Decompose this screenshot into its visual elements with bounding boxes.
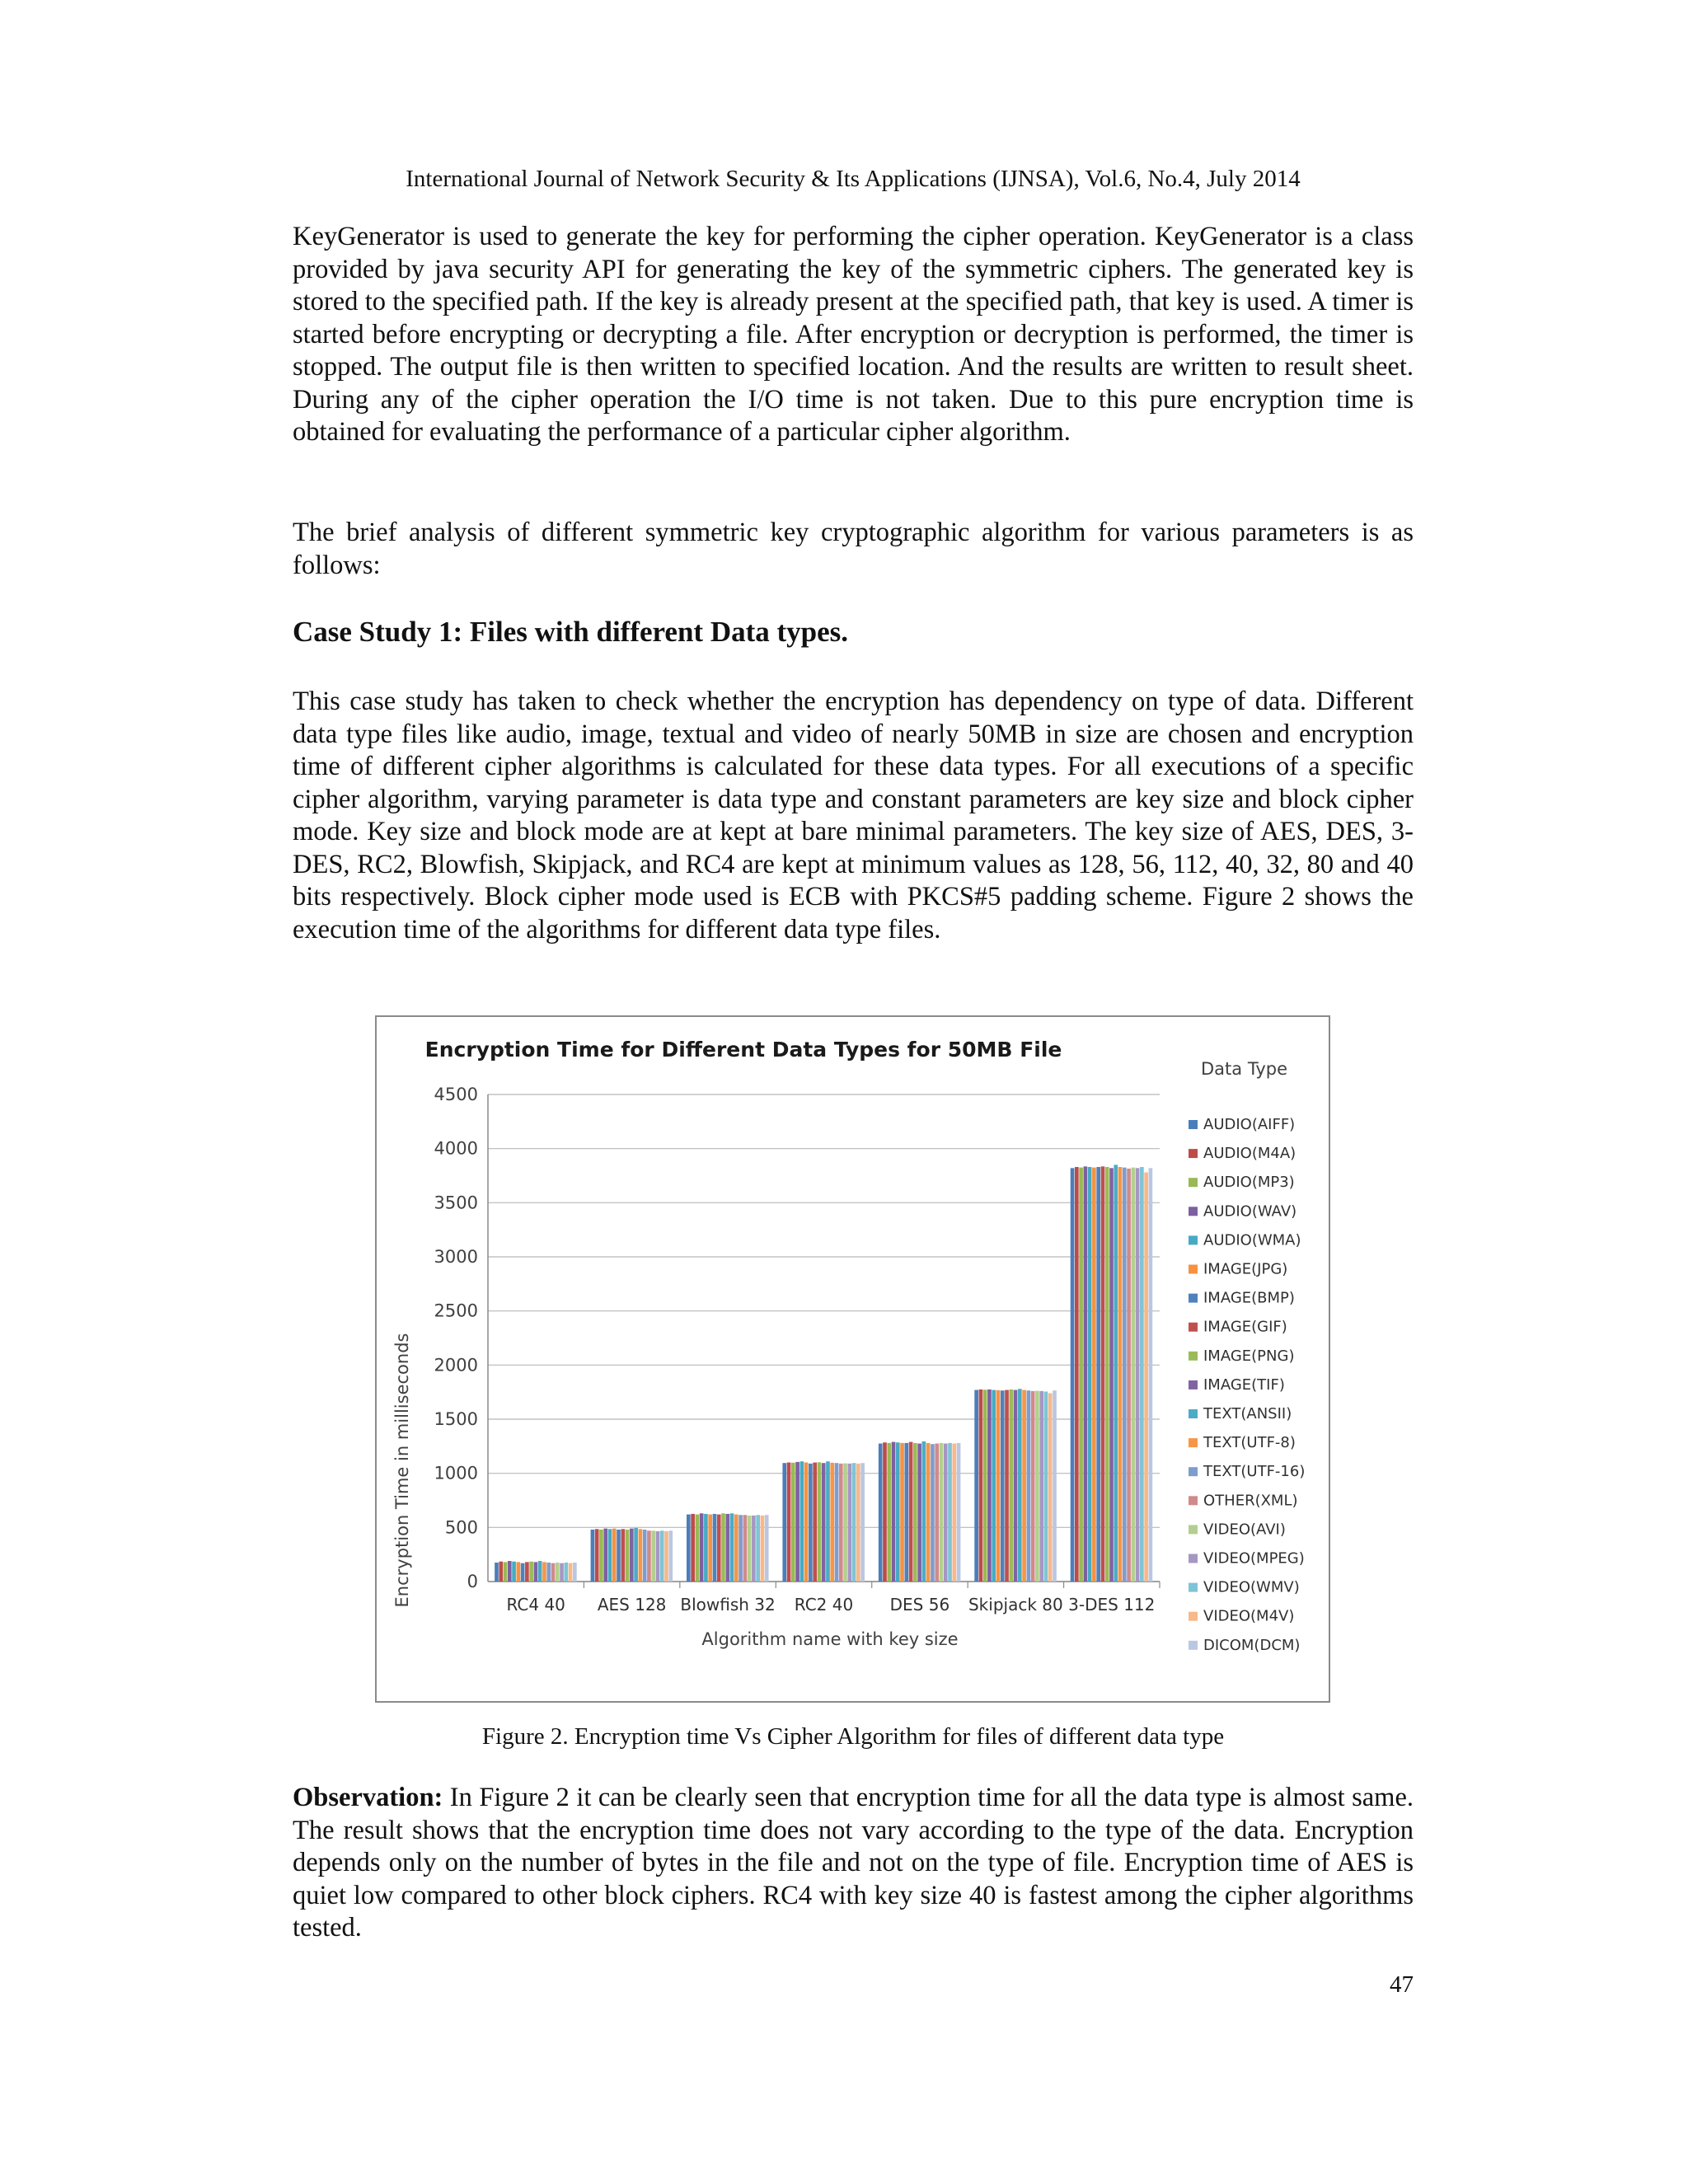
section-heading: Case Study 1: Files with different Data types. bbox=[293, 616, 849, 648]
legend-label: TEXT(UTF-8) bbox=[1203, 1434, 1296, 1452]
bar bbox=[1140, 1167, 1144, 1582]
bar bbox=[508, 1561, 512, 1582]
bar bbox=[830, 1463, 834, 1582]
bar bbox=[564, 1563, 568, 1582]
legend-swatch bbox=[1189, 1409, 1198, 1418]
bar bbox=[704, 1514, 708, 1582]
legend-swatch bbox=[1189, 1612, 1198, 1621]
bar bbox=[852, 1463, 856, 1582]
bar bbox=[800, 1461, 804, 1582]
bar bbox=[1105, 1167, 1109, 1582]
bar bbox=[795, 1462, 799, 1582]
legend-label: IMAGE(JPG) bbox=[1203, 1260, 1288, 1278]
bar bbox=[551, 1563, 556, 1582]
bar bbox=[926, 1443, 931, 1582]
bar bbox=[1053, 1390, 1057, 1582]
bar bbox=[730, 1513, 734, 1582]
legend-swatch bbox=[1189, 1467, 1198, 1476]
legend bbox=[1189, 1116, 1305, 1654]
bar bbox=[787, 1463, 791, 1582]
legend-label: DICOM(DCM) bbox=[1203, 1636, 1301, 1654]
bar bbox=[612, 1529, 617, 1582]
legend-swatch bbox=[1189, 1149, 1198, 1158]
bar bbox=[879, 1444, 883, 1582]
bar bbox=[909, 1442, 913, 1582]
bar bbox=[809, 1464, 813, 1582]
bar bbox=[634, 1528, 638, 1582]
page-number: 47 bbox=[1390, 1971, 1414, 1998]
bar bbox=[664, 1531, 668, 1582]
bar bbox=[826, 1461, 830, 1582]
bar bbox=[691, 1514, 695, 1582]
bar bbox=[534, 1562, 538, 1582]
bar bbox=[1031, 1391, 1035, 1582]
bar bbox=[957, 1443, 961, 1582]
bar bbox=[738, 1515, 743, 1582]
bar bbox=[717, 1515, 721, 1582]
legend-title: Data Type bbox=[1201, 1059, 1288, 1079]
paragraph-observation bbox=[293, 1782, 1414, 1945]
bar bbox=[1109, 1168, 1114, 1582]
bar bbox=[525, 1562, 529, 1582]
x-tick-label: Blowfish 32 bbox=[680, 1595, 776, 1615]
bar bbox=[948, 1443, 952, 1582]
bar bbox=[721, 1513, 725, 1582]
bar bbox=[696, 1515, 700, 1582]
bar bbox=[913, 1443, 917, 1582]
bar bbox=[839, 1464, 843, 1582]
bar bbox=[1084, 1166, 1088, 1582]
bar bbox=[651, 1530, 655, 1582]
bar bbox=[843, 1464, 847, 1582]
legend-swatch bbox=[1189, 1352, 1198, 1361]
legend-swatch bbox=[1189, 1120, 1198, 1129]
legend-swatch bbox=[1189, 1323, 1198, 1332]
bar bbox=[1014, 1390, 1018, 1582]
bar bbox=[818, 1462, 822, 1582]
bar bbox=[804, 1463, 809, 1582]
bar bbox=[1022, 1390, 1026, 1582]
legend-label: IMAGE(BMP) bbox=[1203, 1289, 1295, 1307]
y-tick-label: 0 bbox=[467, 1572, 478, 1591]
bar bbox=[743, 1515, 748, 1582]
bar bbox=[1114, 1165, 1118, 1582]
chart-canvas bbox=[377, 1017, 1329, 1701]
bar bbox=[1132, 1168, 1136, 1582]
bar bbox=[922, 1441, 926, 1582]
bar bbox=[940, 1443, 944, 1582]
bar bbox=[847, 1464, 851, 1582]
bar bbox=[512, 1562, 516, 1582]
bar bbox=[708, 1515, 712, 1582]
bar bbox=[1123, 1168, 1127, 1582]
legend-swatch bbox=[1189, 1525, 1198, 1534]
x-tick-label: Skipjack 80 bbox=[968, 1595, 1063, 1615]
legend-swatch bbox=[1189, 1294, 1198, 1303]
figure-caption: Figure 2. Encryption time Vs Cipher Algorithm for files of different data type bbox=[481, 1723, 1225, 1750]
x-tick-label: AES 128 bbox=[597, 1595, 667, 1615]
bar bbox=[856, 1464, 860, 1582]
figure-2-chart bbox=[375, 1015, 1330, 1703]
y-axis-label: Encryption Time in milliseconds bbox=[392, 1333, 412, 1608]
bar bbox=[1039, 1391, 1043, 1582]
legend-label: VIDEO(WMV) bbox=[1203, 1578, 1300, 1596]
bar bbox=[896, 1442, 900, 1582]
bar bbox=[560, 1563, 564, 1582]
bar bbox=[725, 1514, 729, 1582]
bar bbox=[1075, 1167, 1079, 1582]
bar bbox=[1101, 1166, 1105, 1582]
bar bbox=[1044, 1392, 1048, 1582]
bar bbox=[495, 1563, 499, 1582]
legend-swatch bbox=[1189, 1496, 1198, 1505]
bar bbox=[639, 1529, 643, 1582]
bar bbox=[603, 1529, 607, 1582]
bar bbox=[822, 1463, 826, 1582]
bar bbox=[556, 1563, 560, 1582]
legend-swatch bbox=[1189, 1641, 1198, 1650]
bar bbox=[904, 1443, 908, 1582]
bar bbox=[660, 1530, 664, 1582]
legend-label: VIDEO(AVI) bbox=[1203, 1521, 1286, 1539]
legend-label: VIDEO(M4V) bbox=[1203, 1607, 1295, 1625]
bar bbox=[813, 1463, 817, 1582]
bar bbox=[892, 1442, 896, 1582]
bar bbox=[591, 1530, 595, 1582]
bar bbox=[1005, 1390, 1009, 1582]
bar bbox=[1048, 1393, 1053, 1582]
bar bbox=[752, 1516, 756, 1582]
x-axis-ticks bbox=[507, 1582, 1160, 1615]
y-tick-label: 1500 bbox=[434, 1409, 478, 1429]
bar bbox=[608, 1529, 612, 1582]
bar bbox=[974, 1390, 978, 1582]
bar bbox=[1035, 1391, 1039, 1582]
bar bbox=[687, 1515, 691, 1582]
bar bbox=[573, 1563, 577, 1582]
bar bbox=[668, 1530, 673, 1582]
bar bbox=[917, 1444, 921, 1582]
bar bbox=[979, 1390, 983, 1582]
bar bbox=[1092, 1168, 1096, 1582]
bar bbox=[599, 1530, 603, 1582]
bar bbox=[595, 1529, 599, 1582]
bar bbox=[656, 1531, 660, 1582]
y-tick-label: 3500 bbox=[434, 1193, 478, 1213]
paragraph-keygenerator: KeyGenerator is used to generate the key for performing the cipher operation. KeyGenerator is a class provided by java security API for generating the key of the symmetric ciphers. The generated key is stored to the specified path. If the key is already present at the specified path, that key is used. A timer is started before encrypting or decrypting a file. After encryption or decryption is performed, the timer is stopped. The output file is then written to specified location. And the results are written to result sheet. During any of the cipher operation the I/O time is not taken. Due to this pure encryption time is obtained for evaluating the performance of a particular cipher algorithm. bbox=[293, 222, 1414, 447]
observation-label: Observation: bbox=[293, 1783, 443, 1812]
bar bbox=[647, 1530, 651, 1582]
legend-label: AUDIO(MP3) bbox=[1203, 1174, 1295, 1192]
bar bbox=[700, 1513, 704, 1582]
x-axis-label: Algorithm name with key size bbox=[701, 1629, 959, 1649]
bar bbox=[992, 1390, 996, 1582]
y-tick-label: 500 bbox=[444, 1517, 478, 1538]
y-tick-label: 4000 bbox=[434, 1138, 478, 1159]
bar bbox=[1136, 1168, 1140, 1582]
bar bbox=[1118, 1167, 1123, 1582]
bar bbox=[617, 1530, 621, 1582]
bar bbox=[765, 1515, 769, 1582]
bar bbox=[835, 1463, 839, 1582]
legend-swatch bbox=[1189, 1380, 1198, 1390]
bar bbox=[935, 1444, 939, 1582]
legend-swatch bbox=[1189, 1265, 1198, 1274]
legend-label: AUDIO(AIFF) bbox=[1203, 1116, 1296, 1133]
bar bbox=[626, 1530, 630, 1582]
legend-label: AUDIO(WMA) bbox=[1203, 1231, 1301, 1249]
bar bbox=[1149, 1168, 1153, 1582]
x-tick-label: RC2 40 bbox=[794, 1595, 854, 1615]
bar bbox=[516, 1562, 520, 1582]
x-tick-label: 3-DES 112 bbox=[1068, 1595, 1156, 1615]
bar bbox=[944, 1444, 948, 1582]
chart-title: Encryption Time for Different Data Types for 50MB File bbox=[424, 1038, 1062, 1062]
legend-label: TEXT(ANSII) bbox=[1203, 1405, 1292, 1422]
legend-swatch bbox=[1189, 1438, 1198, 1447]
y-tick-label: 2000 bbox=[434, 1355, 478, 1376]
legend-swatch bbox=[1189, 1207, 1198, 1216]
bar bbox=[1088, 1167, 1092, 1582]
bar bbox=[569, 1563, 573, 1582]
y-axis-ticks bbox=[434, 1085, 478, 1591]
bar bbox=[887, 1443, 891, 1582]
bar bbox=[499, 1562, 503, 1582]
paragraph-brief-analysis: The brief analysis of different symmetric key cryptographic algorithm for various parameters is as follows: bbox=[293, 518, 1414, 580]
bar bbox=[1127, 1169, 1131, 1582]
bar bbox=[860, 1463, 865, 1582]
bar bbox=[1018, 1389, 1022, 1582]
bar bbox=[900, 1443, 904, 1582]
bar bbox=[756, 1515, 760, 1582]
bar bbox=[883, 1442, 887, 1582]
bar bbox=[713, 1514, 717, 1582]
legend-swatch bbox=[1189, 1554, 1198, 1563]
bar bbox=[1096, 1167, 1100, 1582]
observation-text: In Figure 2 it can be clearly seen that encryption time for all the data type is almost same. The result shows that the encryption time does not vary according to the type of the data. Encryption depends only on the number of bytes in the file and not on the type of file. Encryption time of AES is quiet low compared to other block ciphers. RC4 with key size 40 is fastest among the cipher algorithms tested. bbox=[293, 1783, 1414, 1943]
y-tick-label: 2500 bbox=[434, 1301, 478, 1321]
bar bbox=[1001, 1390, 1005, 1582]
x-tick-label: DES 56 bbox=[889, 1595, 950, 1615]
bar bbox=[931, 1444, 935, 1582]
legend-label: AUDIO(WAV) bbox=[1203, 1202, 1297, 1221]
bar bbox=[1027, 1390, 1031, 1582]
legend-label: OTHER(XML) bbox=[1203, 1492, 1298, 1510]
x-tick-label: RC4 40 bbox=[506, 1595, 565, 1615]
bar bbox=[643, 1530, 647, 1582]
bar bbox=[630, 1529, 634, 1582]
legend-label: IMAGE(GIF) bbox=[1203, 1318, 1287, 1336]
bar bbox=[529, 1562, 533, 1582]
legend-label: VIDEO(MPEG) bbox=[1203, 1549, 1305, 1568]
y-tick-label: 1000 bbox=[434, 1463, 478, 1483]
legend-label: IMAGE(TIF) bbox=[1203, 1376, 1285, 1394]
bar bbox=[996, 1390, 1001, 1582]
running-head: International Journal of Network Security & Its Applications (IJNSA), Vol.6, No.4, July 2014 bbox=[406, 166, 1301, 192]
bar bbox=[1071, 1168, 1075, 1582]
bar bbox=[542, 1562, 546, 1582]
bar bbox=[734, 1515, 738, 1582]
bar bbox=[952, 1444, 956, 1582]
bars bbox=[495, 1165, 1152, 1582]
bar bbox=[1144, 1173, 1148, 1582]
legend-swatch bbox=[1189, 1583, 1198, 1592]
bar bbox=[748, 1516, 752, 1582]
paragraph-case-study: This case study has taken to check whether the encryption has dependency on type of data. Different data type files like audio, image, textual and video of nearly 50MB in size are chosen and encryption time of different cipher algorithms is calculated for these data types. For all executions of a specific cipher algorithm, varying parameter is data type and constant parameters are key size and block cipher mode. Key size and block mode are at kept at bare minimal parameters. The key size of AES, DES, 3-DES, RC2, Blowfish, Skipjack, and RC4 are kept at minimum values as 128, 56, 112, 40, 32, 80 and 40 bits respectively. Block cipher mode used is ECB with PKCS#5 padding scheme. Figure 2 shows the execution time of the algorithms for different data type files. bbox=[293, 687, 1414, 944]
legend-label: TEXT(UTF-16) bbox=[1203, 1463, 1306, 1481]
bar bbox=[538, 1561, 542, 1582]
legend-swatch bbox=[1189, 1178, 1198, 1187]
bar bbox=[621, 1529, 625, 1582]
bar bbox=[782, 1463, 786, 1582]
bar bbox=[791, 1463, 795, 1582]
bar bbox=[1079, 1168, 1083, 1582]
bar bbox=[504, 1562, 508, 1582]
bar bbox=[521, 1563, 525, 1582]
y-tick-label: 3000 bbox=[434, 1247, 478, 1267]
legend-label: IMAGE(PNG) bbox=[1203, 1347, 1295, 1365]
bar bbox=[761, 1516, 765, 1582]
legend-swatch bbox=[1189, 1235, 1198, 1244]
bar bbox=[987, 1390, 992, 1582]
bar bbox=[546, 1563, 551, 1582]
bar bbox=[983, 1390, 987, 1582]
y-tick-label: 4500 bbox=[434, 1085, 478, 1104]
legend-label: AUDIO(M4A) bbox=[1203, 1145, 1296, 1163]
bar bbox=[1009, 1390, 1013, 1582]
